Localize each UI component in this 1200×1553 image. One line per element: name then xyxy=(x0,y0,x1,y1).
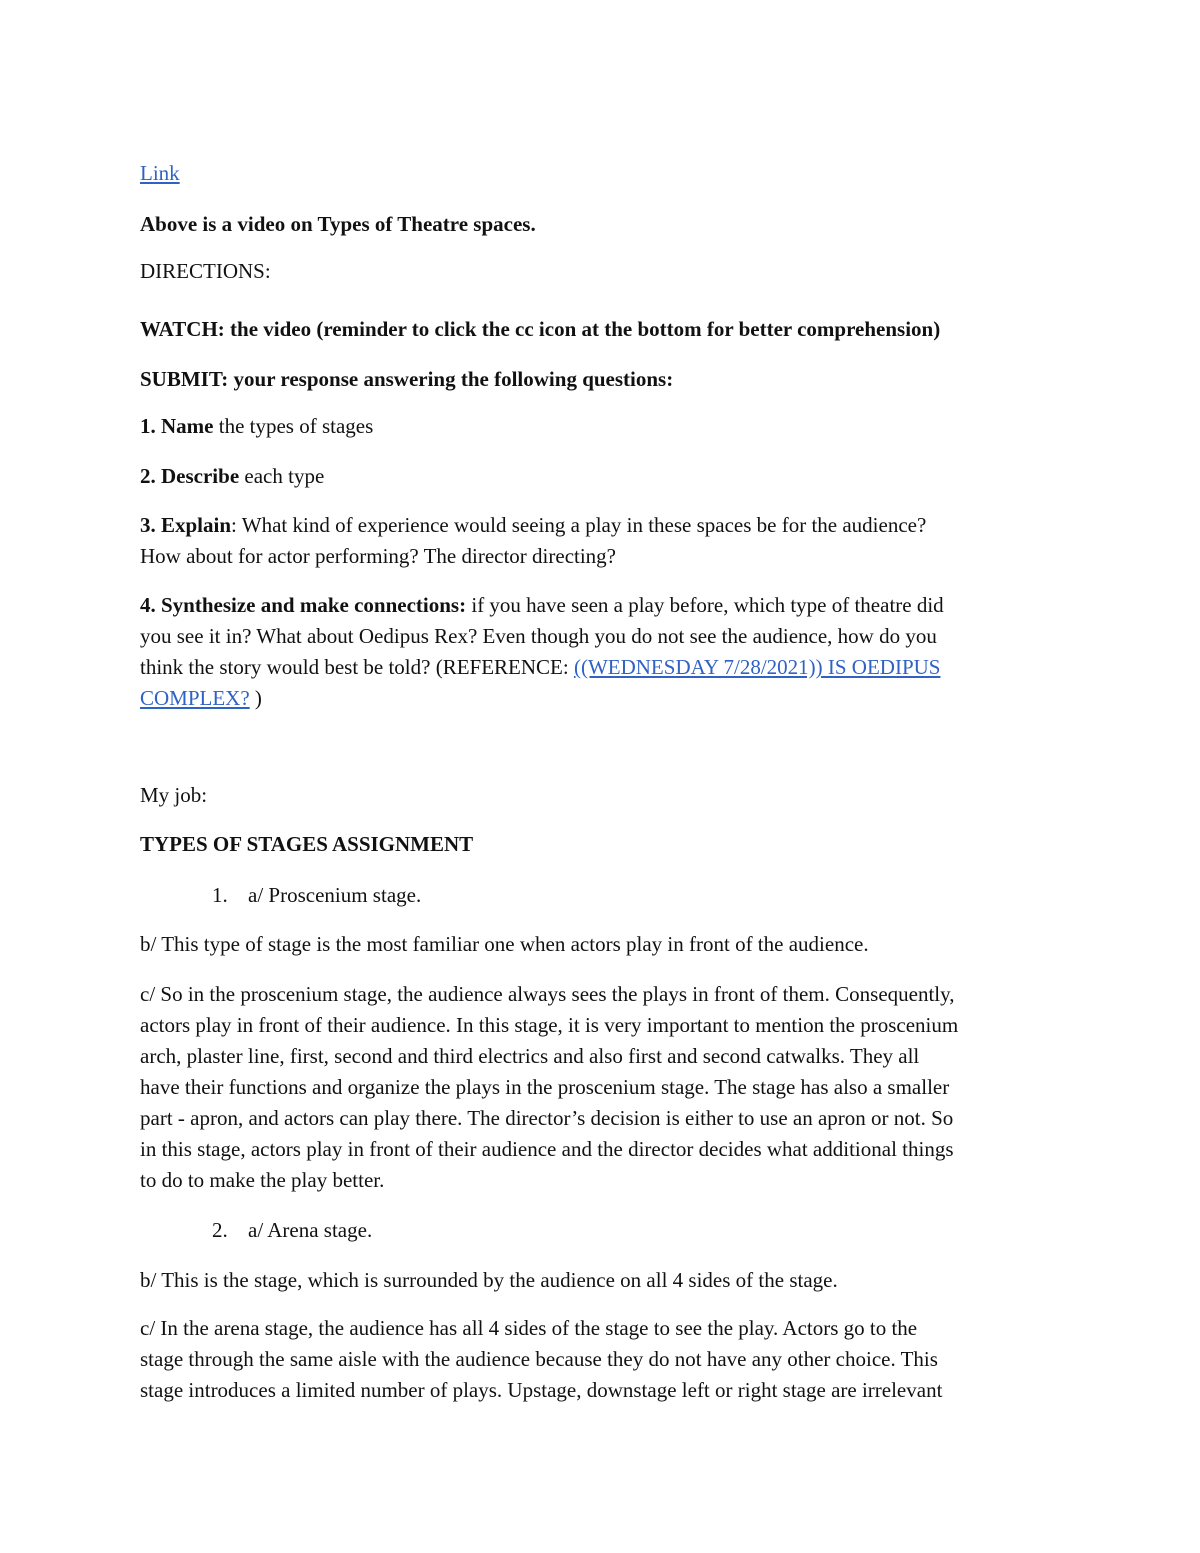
question-4 xyxy=(140,590,1070,714)
item-1-c-line: c/ So in the proscenium stage, the audience always sees the plays in front of them. Consequently, xyxy=(140,982,955,1006)
question-4-text: if you have seen a play before, which type of theatre did xyxy=(466,593,944,617)
directions-heading: DIRECTIONS: xyxy=(140,259,271,283)
question-2-text: each type xyxy=(239,464,325,488)
reference-link[interactable]: ((WEDNESDAY 7/28/2021)) IS OEDIPUS xyxy=(573,655,941,679)
question-1 xyxy=(140,411,1070,442)
item-2-c-line: stage through the same aisle with the audience because they do not have any other choice. This xyxy=(140,1347,938,1371)
question-1-label: 1. Name xyxy=(140,414,214,438)
item-2-number: 2. xyxy=(212,1218,228,1242)
item-2-a: a/ Arena stage. xyxy=(248,1218,373,1242)
question-1-text: the types of stages xyxy=(213,414,374,438)
question-2-label: 2. Describe xyxy=(140,464,240,488)
item-1-c-line: in this stage, actors play in front of their audience and the director decides what additional things xyxy=(140,1137,954,1161)
item-1-heading xyxy=(212,880,1142,911)
question-2 xyxy=(140,461,1070,492)
question-3 xyxy=(140,510,1070,572)
question-3-label: 3. Explain xyxy=(140,513,232,537)
intro-text: Above is a video on Types of Theatre spaces. xyxy=(140,212,536,236)
video-link-line xyxy=(140,158,1070,189)
item-1-c-line: arch, plaster line, first, second and third electrics and also first and second catwalks. They all xyxy=(140,1044,920,1068)
item-1-c-line: part - apron, and actors can play there. The director’s decision is either to use an apron or not. So xyxy=(140,1106,954,1130)
my-job-label: My job: xyxy=(140,783,208,807)
item-1-number: 1. xyxy=(212,883,228,907)
question-3-text: : What kind of experience would seeing a play in these spaces be for the audience? xyxy=(231,513,927,537)
question-4-text-cont: you see it in? What about Oedipus Rex? Even though you do not see the audience, how do you xyxy=(140,624,937,648)
question-4-reference-prefix: think the story would best be told? (REFERENCE: xyxy=(140,655,574,679)
item-2-heading xyxy=(212,1215,1142,1246)
item-1-c-line: to do to make the play better. xyxy=(140,1168,385,1192)
question-4-label: 4. Synthesize and make connections: xyxy=(140,593,467,617)
item-2-c-line: stage introduces a limited number of plays. Upstage, downstage left or right stage are irrelevant xyxy=(140,1378,943,1402)
question-3-text-cont: How about for actor performing? The director directing? xyxy=(140,544,617,568)
video-link[interactable]: Link xyxy=(140,161,180,185)
item-1-c-line: have their functions and organize the plays in the proscenium stage. The stage has also a smaller xyxy=(140,1075,950,1099)
item-1-c-line: actors play in front of their audience. In this stage, it is very important to mention the proscenium xyxy=(140,1013,959,1037)
item-2-c-line: c/ In the arena stage, the audience has all 4 sides of the stage to see the play. Actors go to the xyxy=(140,1316,918,1340)
item-2-b: b/ This is the stage, which is surrounded by the audience on all 4 sides of the stage. xyxy=(140,1268,838,1292)
reference-link-cont[interactable]: COMPLEX? xyxy=(140,686,250,710)
item-1-a: a/ Proscenium stage. xyxy=(248,883,422,907)
assignment-title: TYPES OF STAGES ASSIGNMENT xyxy=(140,832,474,856)
item-2-c xyxy=(140,1313,1070,1406)
question-4-reference-suffix: ) xyxy=(249,686,262,710)
watch-instruction: WATCH: the video (reminder to click the cc icon at the bottom for better comprehension) xyxy=(140,317,941,341)
submit-instruction: SUBMIT: your response answering the following questions: xyxy=(140,367,674,391)
item-1-c xyxy=(140,979,1070,1196)
item-1-b: b/ This type of stage is the most familiar one when actors play in front of the audience. xyxy=(140,932,869,956)
